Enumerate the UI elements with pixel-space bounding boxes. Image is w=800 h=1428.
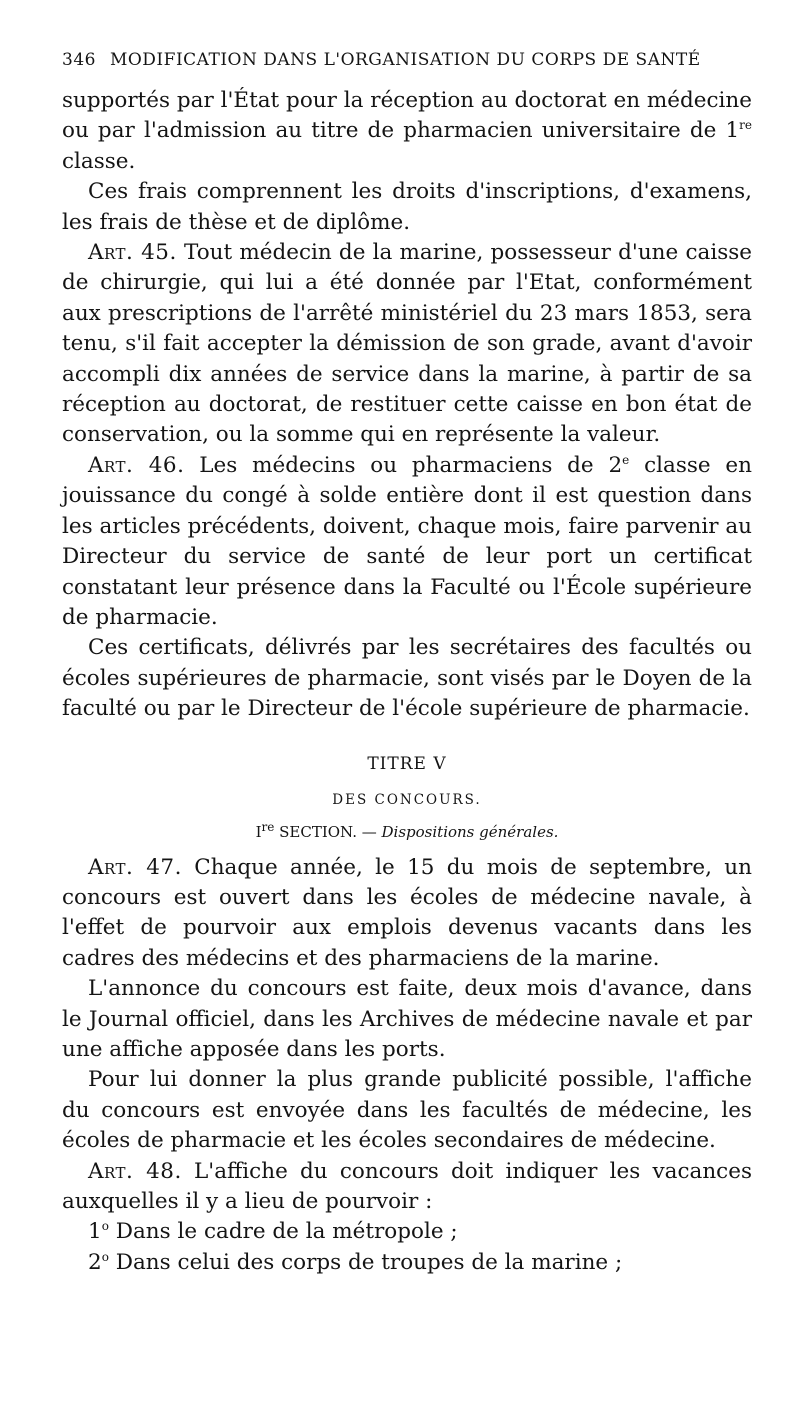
list-item-1: 1$^o$ Dans le cadre de la métropole ;	[88, 1219, 458, 1245]
article-label: Art. 45.	[88, 240, 177, 266]
article-47	[62, 853, 752, 975]
paragraph-frais: Ces frais comprennent les droits d'inscriptions, d'examens, les frais de thèse et de diplôme.	[62, 179, 752, 235]
running-title: MODIFICATION DANS L'ORGANISATION DU CORPS DE SANTÉ	[109, 50, 701, 70]
page-body	[62, 86, 752, 1278]
running-header	[62, 50, 742, 70]
list-item-2: 2$^o$ Dans celui des corps de troupes de la marine ;	[88, 1249, 623, 1275]
article-48	[62, 1157, 752, 1218]
page-number: 346	[62, 50, 96, 70]
article-label: Art. 46.	[88, 452, 185, 478]
article-text: Chaque année, le 15 du mois de septembre, un concours est ouvert dans les écoles de médecine navale, à l'effet de pourvoir aux emplois devenus vacants dans les cadres des médecins et des pharmaciens de la marine.	[62, 854, 752, 971]
paragraph-annonce: L'annonce du concours est faite, deux mois d'avance, dans le Journal officiel, dans les Archives de médecine navale et par une affiche apposée dans les ports.	[62, 976, 752, 1062]
article-label: Art. 48.	[88, 1158, 182, 1184]
article-text: Tout médecin de la marine, possesseur d'une caisse de chirurgie, qui lui a été donnée par l'Etat, conformément aux prescriptions de l'arrêté ministériel du 23 mars 1853, sera tenu, s'il fait accepter la démission de son grade, avant d'avoir accompli dix années de service dans la marine, à partir de sa réception au doctorat, de restituer cette caisse en bon état de conservation, ou la somme qui en représente la valeur.	[62, 240, 752, 448]
paragraph-certificats: Ces certificats, délivrés par les secrétaires des facultés ou écoles supérieures de pharmacie, sont visés par le Doyen de la faculté ou par le Directeur de l'école supérieure de pharmacie.	[62, 635, 752, 722]
section-heading: Ire SECTION. — Dispositions générales.	[255, 819, 559, 841]
article-45	[62, 238, 752, 451]
article-label: Art. 47.	[88, 854, 182, 880]
paragraph-publicite: Pour lui donner la plus grande publicité possible, l'affiche du concours est envoyée dans les facultés de médecine, les écoles de pharmacie et les écoles secondaires de médecine.	[62, 1067, 752, 1154]
article-46: Art. 46. Les médecins ou pharmaciens de 2e classe en jouissance du congé à solde entière dont il est question dans les articles précédents, doivent, chaque mois, faire parvenir au Directeur du service de santé de leur port un certificat constatant leur présence dans la Faculté ou l'École supérieure de pharmacie.	[62, 452, 752, 630]
paragraph-continuation: supportés par l'État pour la réception au doctorat en médecine ou par l'admission au titre de pharmacien universitaire de 1re classe.	[62, 88, 752, 174]
subtitle-heading: DES CONCOURS.	[332, 791, 482, 808]
title-heading: TITRE V	[367, 753, 447, 774]
article-text: L'affiche du concours doit indiquer les vacances auxquelles il y a lieu de pourvoir :	[62, 1158, 752, 1214]
